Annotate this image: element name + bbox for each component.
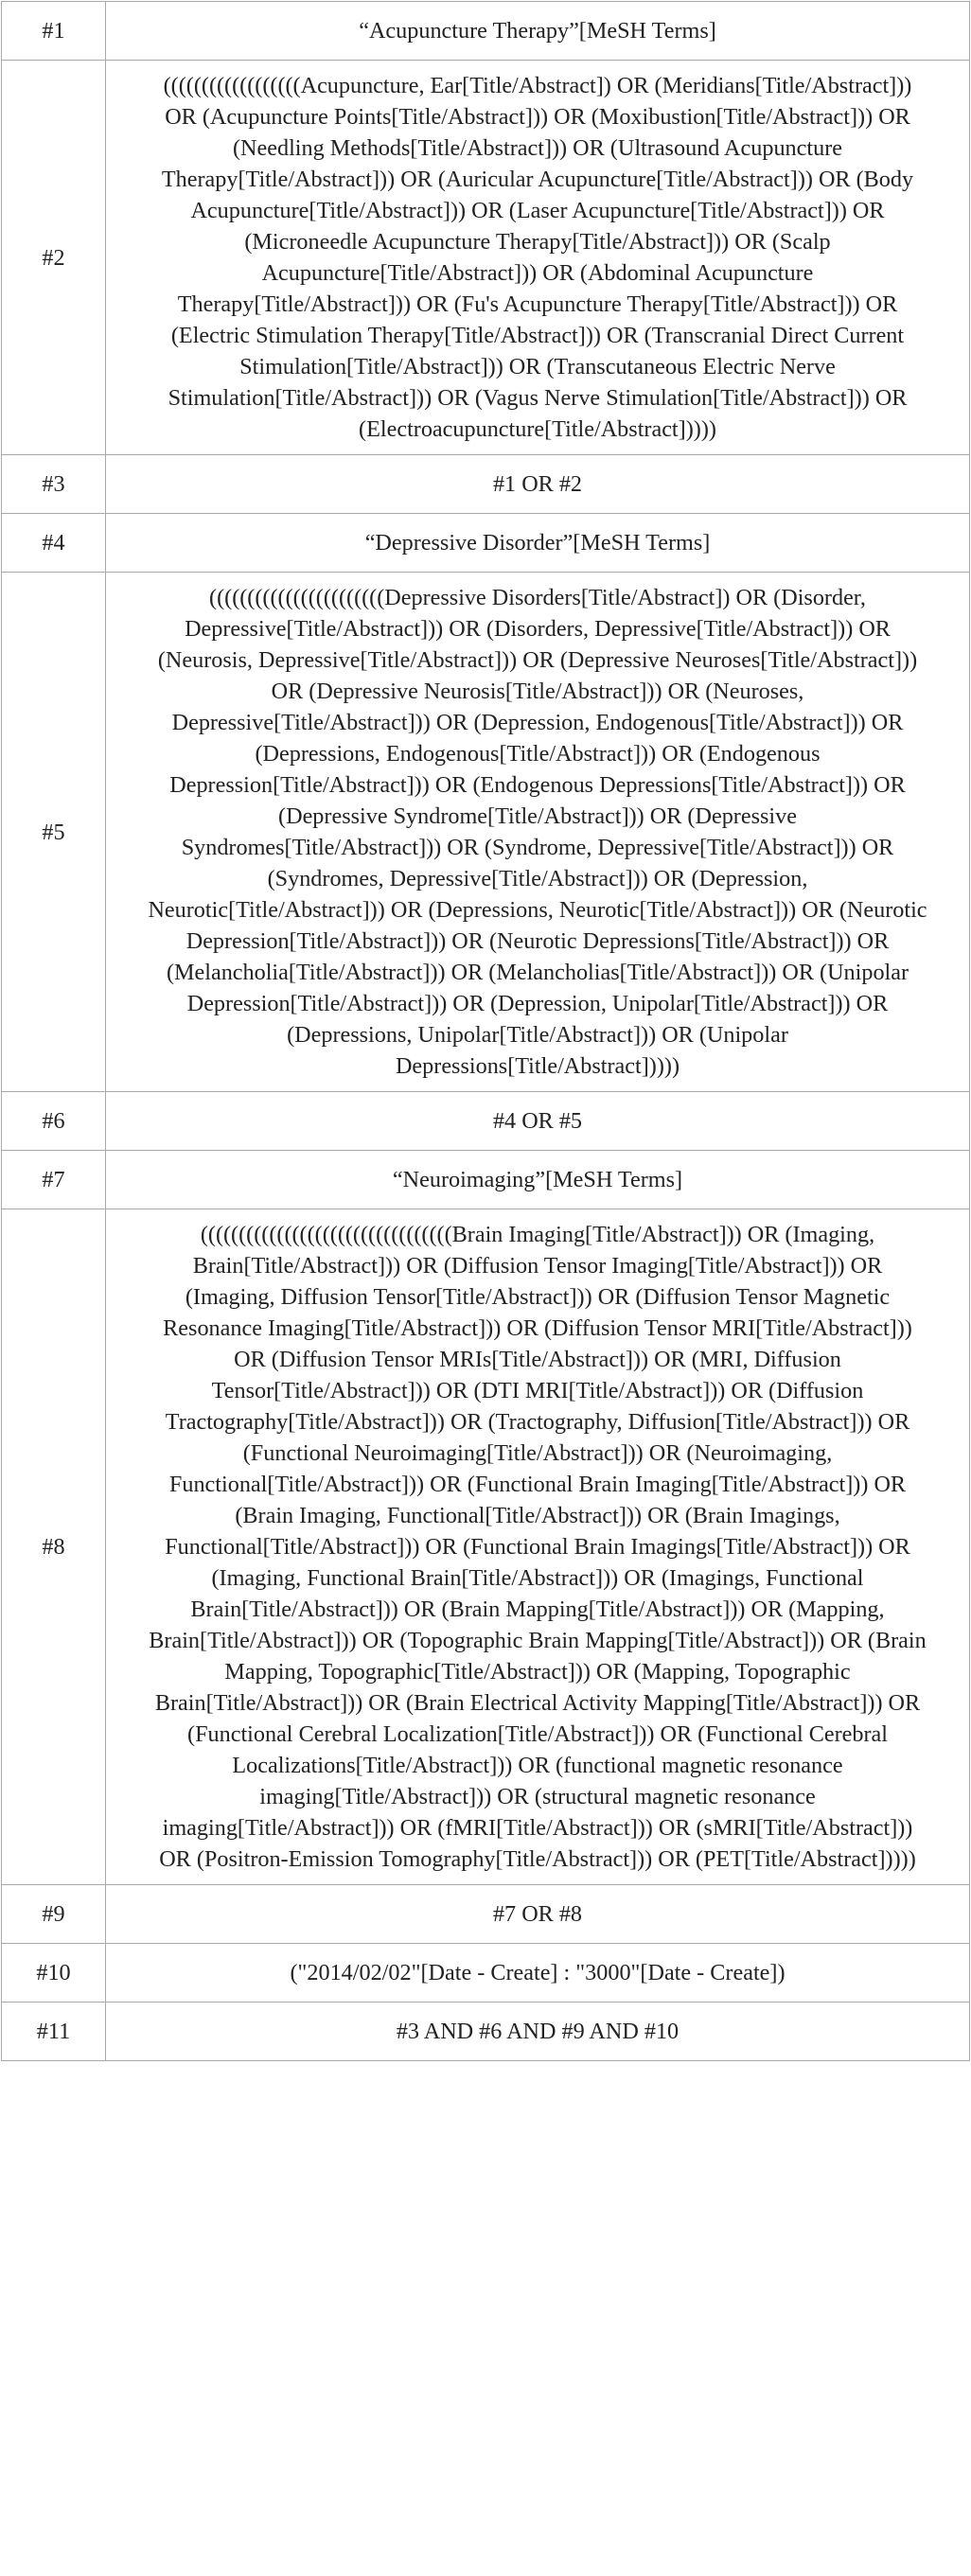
search-query: #7 OR #8 <box>106 1885 970 1944</box>
table-row <box>2 1944 970 2003</box>
search-number: #3 <box>2 455 106 514</box>
table-row <box>2 2 970 61</box>
search-query: (((((((((((((((((((((((((((((((((Brain Imaging[Title/Abstract])) OR (Imaging, Brain[Title/Abstract])) OR (Diffusion Tensor Imaging[Title/Abstract])) OR (Imaging, Diffusion Tensor[Title/Abstract])) OR (Diffusion Tensor Magnetic Resonance Imaging[Title/Abstract])) OR (Diffusion Tensor MRI[Title/Abstract])) OR (Diffusion Tensor MRIs[Title/Abstract])) OR (MRI, Diffusion Tensor[Title/Abstract])) OR (DTI MRI[Title/Abstract])) OR (Diffusion Tractography[Title/Abstract])) OR (Tractography, Diffusion[Title/Abstract])) OR (Functional Neuroimaging[Title/Abstract])) OR (Neuroimaging, Functional[Title/Abstract])) OR (Functional Brain Imaging[Title/Abstract])) OR (Brain Imaging, Functional[Title/Abstract])) OR (Brain Imagings, Functional[Title/Abstract])) OR (Functional Brain Imagings[Title/Abstract])) OR (Imaging, Functional Brain[Title/Abstract])) OR (Imagings, Functional Brain[Title/Abstract])) OR (Brain Mapping[Title/Abstract])) OR (Mapping, Brain[Title/Abstract])) OR (Topographic Brain Mapping[Title/Abstract])) OR (Brain Mapping, Topographic[Title/Abstract])) OR (Mapping, Topographic Brain[Title/Abstract])) OR (Brain Electrical Activity Mapping[Title/Abstract])) OR (Functional Cerebral Localization[Title/Abstract])) OR (Functional Cerebral Localizations[Title/Abstract])) OR (functional magnetic resonance imaging[Title/Abstract])) OR (structural magnetic resonance imaging[Title/Abstract])) OR (fMRI[Title/Abstract])) OR (sMRI[Title/Abstract])) OR (Positron-Emission Tomography[Title/Abstract])) OR (PET[Title/Abstract])))) <box>106 1209 970 1885</box>
search-number: #4 <box>2 514 106 573</box>
search-number: #8 <box>2 1209 106 1885</box>
search-query: “Acupuncture Therapy”[MeSH Terms] <box>106 2 970 61</box>
search-query: #3 AND #6 AND #9 AND #10 <box>106 2003 970 2061</box>
search-query: #4 OR #5 <box>106 1092 970 1151</box>
search-number: #11 <box>2 2003 106 2061</box>
table-row <box>2 61 970 455</box>
search-query: ("2014/02/02"[Date - Create] : "3000"[Date - Create]) <box>106 1944 970 2003</box>
table-row <box>2 455 970 514</box>
search-query: #1 OR #2 <box>106 455 970 514</box>
search-number: #2 <box>2 61 106 455</box>
table-row <box>2 514 970 573</box>
table-row <box>2 1092 970 1151</box>
search-query: ((((((((((((((((((Acupuncture, Ear[Title/Abstract]) OR (Meridians[Title/Abstract])) OR (Acupuncture Points[Title/Abstract])) OR (Moxibustion[Title/Abstract])) OR (Needling Methods[Title/Abstract])) OR (Ultrasound Acupuncture Therapy[Title/Abstract])) OR (Auricular Acupuncture[Title/Abstract])) OR (Body Acupuncture[Title/Abstract])) OR (Laser Acupuncture[Title/Abstract])) OR (Microneedle Acupuncture Therapy[Title/Abstract])) OR (Scalp Acupuncture[Title/Abstract])) OR (Abdominal Acupuncture Therapy[Title/Abstract])) OR (Fu's Acupuncture Therapy[Title/Abstract])) OR (Electric Stimulation Therapy[Title/Abstract])) OR (Transcranial Direct Current Stimulation[Title/Abstract])) OR (Transcutaneous Electric Nerve Stimulation[Title/Abstract])) OR (Vagus Nerve Stimulation[Title/Abstract])) OR (Electroacupuncture[Title/Abstract])))) <box>106 61 970 455</box>
search-query: (((((((((((((((((((((((Depressive Disorders[Title/Abstract]) OR (Disorder, Depressive[Title/Abstract])) OR (Disorders, Depressive[Title/Abstract])) OR (Neurosis, Depressive[Title/Abstract])) OR (Depressive Neuroses[Title/Abstract])) OR (Depressive Neurosis[Title/Abstract])) OR (Neuroses, Depressive[Title/Abstract])) OR (Depression, Endogenous[Title/Abstract])) OR (Depressions, Endogenous[Title/Abstract])) OR (Endogenous Depression[Title/Abstract])) OR (Endogenous Depressions[Title/Abstract])) OR (Depressive Syndrome[Title/Abstract])) OR (Depressive Syndromes[Title/Abstract])) OR (Syndrome, Depressive[Title/Abstract])) OR (Syndromes, Depressive[Title/Abstract])) OR (Depression, Neurotic[Title/Abstract])) OR (Depressions, Neurotic[Title/Abstract])) OR (Neurotic Depression[Title/Abstract])) OR (Neurotic Depressions[Title/Abstract])) OR (Melancholia[Title/Abstract])) OR (Melancholias[Title/Abstract])) OR (Unipolar Depression[Title/Abstract])) OR (Depression, Unipolar[Title/Abstract])) OR (Depressions, Unipolar[Title/Abstract])) OR (Unipolar Depressions[Title/Abstract])))) <box>106 573 970 1092</box>
search-number: #1 <box>2 2 106 61</box>
table-row <box>2 2003 970 2061</box>
table-row <box>2 1209 970 1885</box>
search-number: #5 <box>2 573 106 1092</box>
search-query: “Depressive Disorder”[MeSH Terms] <box>106 514 970 573</box>
table-row <box>2 573 970 1092</box>
search-number: #7 <box>2 1151 106 1209</box>
table-row <box>2 1151 970 1209</box>
search-number: #10 <box>2 1944 106 2003</box>
table-row <box>2 1885 970 1944</box>
search-query: “Neuroimaging”[MeSH Terms] <box>106 1151 970 1209</box>
search-number: #9 <box>2 1885 106 1944</box>
search-number: #6 <box>2 1092 106 1151</box>
search-strategy-table <box>1 1 970 2061</box>
